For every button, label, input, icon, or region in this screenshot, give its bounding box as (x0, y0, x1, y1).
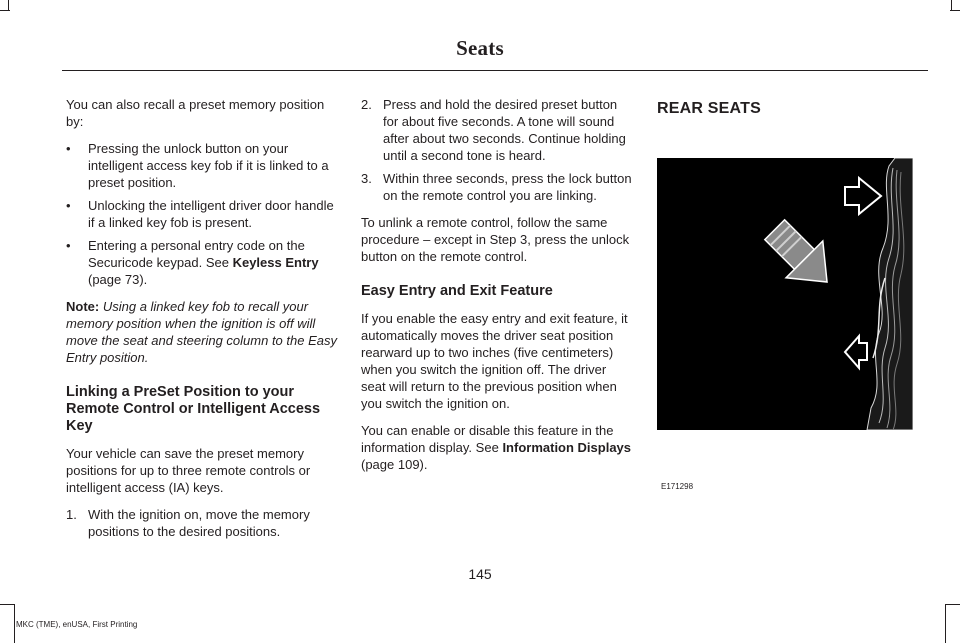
crop-mark (946, 604, 960, 605)
see-word: See (475, 440, 499, 455)
crop-mark (0, 10, 10, 11)
column-1 (66, 96, 338, 550)
bullet-marker: • (66, 141, 71, 156)
bullet-marker: • (66, 238, 71, 253)
enable-paragraph (361, 422, 633, 473)
footer-edition: MKC (TME), enUSA, First Printing (16, 620, 138, 629)
intro-paragraph: You can also recall a preset memory position by: (66, 97, 325, 129)
page-title: Seats (456, 36, 504, 60)
recall-bullet-list (66, 140, 338, 288)
step-text: Within three seconds, press the lock button on the remote control you are linking. (383, 171, 632, 203)
crop-mark (14, 604, 15, 643)
xref-page: (page 73). (88, 272, 148, 287)
crop-mark (0, 604, 14, 605)
list-item-text: Entering a personal entry code on the Securicode keypad. (88, 238, 305, 270)
list-item-text: Unlocking the intelligent driver door handle if a linked key fob is present. (88, 198, 334, 230)
header-rule (62, 70, 928, 71)
crop-mark (950, 10, 960, 11)
unlink-paragraph: To unlink a remote control, follow the same procedure – except in Step 3, press the unlock button on the remote control. (361, 215, 630, 264)
list-item-text: Pressing the unlock button on your intelligent access key fob if it is linked to a preset position. (88, 141, 329, 190)
figure-code: E171298 (661, 482, 694, 491)
xref-keyless-entry-link[interactable]: Keyless Entry (232, 255, 319, 270)
list-item (361, 96, 633, 164)
step-text: Press and hold the desired preset button for about five seconds. A tone will sound after about two seconds. Continue holding until a second tone is heard. (383, 97, 626, 163)
bullet-marker: • (66, 198, 71, 213)
crop-mark (951, 0, 952, 10)
xref-information-displays-link[interactable]: Information Displays (502, 440, 632, 455)
list-item (66, 140, 338, 191)
list-item (361, 170, 633, 204)
enable-text: You can enable or disable this feature in the information display. (361, 423, 614, 455)
list-item (66, 506, 338, 540)
note-text: Using a linked key fob to recall your memory position when the ignition is off will move the seat and steering column to the Easy Entry position. (66, 299, 337, 365)
rear-seat-illustration (657, 158, 913, 430)
steps-list-continued (361, 96, 633, 204)
step-number: 3. (361, 171, 372, 186)
rear-seat-drawing (657, 158, 913, 430)
see-word: See (205, 255, 229, 270)
step-number: 1. (66, 507, 77, 522)
steps-list (66, 506, 338, 540)
section-heading-rear-seats: REAR SEATS (657, 100, 761, 117)
column-3 (657, 96, 913, 117)
linking-paragraph: Your vehicle can save the preset memory positions for up to three remote controls or intelligent access (IA) keys. (66, 446, 311, 495)
list-item (66, 237, 338, 288)
xref-page: (page 109). (361, 457, 428, 472)
column-2 (361, 96, 633, 483)
section-heading-linking: Linking a PreSet Position to your Remote Control or Intelligent Access Key (66, 384, 321, 434)
step-text: With the ignition on, move the memory positions to the desired positions. (88, 507, 310, 539)
note-label: Note: (66, 299, 100, 314)
page-number: 145 (468, 566, 492, 582)
note-paragraph (66, 298, 338, 366)
crop-mark (945, 604, 946, 643)
step-number: 2. (361, 97, 372, 112)
list-item (66, 197, 338, 231)
easy-entry-paragraph: If you enable the easy entry and exit feature, it automatically moves the driver seat position rearward up to two inches (five centimeters) when you switch the ignition off. The driver seat will return to the previous position when you switch the ignition on. (361, 311, 628, 411)
section-heading-easy-entry: Easy Entry and Exit Feature (361, 283, 553, 299)
crop-mark (8, 0, 9, 10)
